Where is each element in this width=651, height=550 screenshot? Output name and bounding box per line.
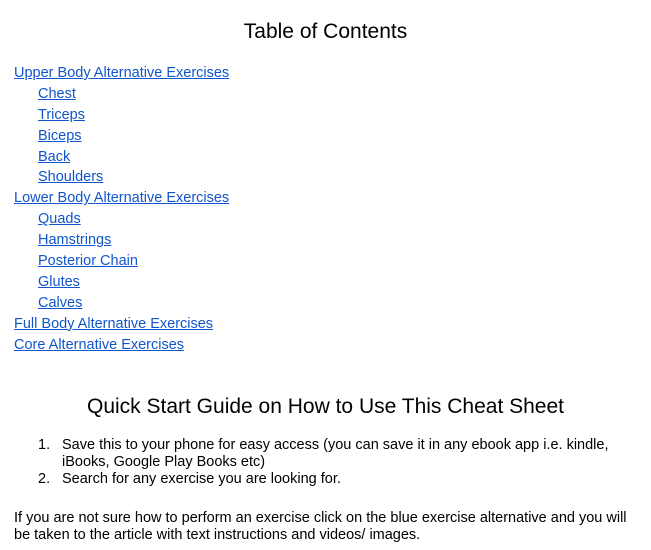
toc-item-full-body [14, 314, 229, 335]
toc-link-upper-body[interactable]: Upper Body Alternative Exercises [14, 65, 230, 81]
toc-item-quads [14, 209, 229, 230]
toc-item-triceps [14, 105, 229, 126]
toc-item-core [14, 335, 229, 356]
guide-step [38, 471, 628, 488]
toc-link-quads[interactable]: Quads [38, 211, 81, 228]
toc-item-hamstrings [14, 230, 229, 251]
toc-list [14, 63, 229, 355]
toc-link-posterior-chain[interactable]: Posterior Chain [38, 253, 138, 270]
guide-note: If you are not sure how to perform an exercise click on the blue exercise alternative and you will be taken to the article with text instructions and videos/ images. [14, 510, 627, 543]
toc-title: Table of Contents [243, 20, 408, 43]
guide-step [38, 437, 628, 471]
toc-item-upper-body [14, 63, 229, 84]
toc-item-back [14, 147, 229, 168]
toc-item-lower-body [14, 188, 229, 209]
toc-link-lower-body[interactable]: Lower Body Alternative Exercises [14, 190, 230, 207]
toc-link-shoulders[interactable]: Shoulders [38, 169, 104, 186]
step-text: Save this to your phone for easy access (you can save it in any ebook app i.e. kindle, iBooks, Google Play Books etc) [62, 437, 609, 470]
toc-link-back[interactable]: Back [38, 148, 71, 165]
toc-link-calves[interactable]: Calves [38, 294, 83, 311]
toc-item-biceps [14, 126, 229, 147]
toc-item-calves [14, 293, 229, 314]
toc-link-chest[interactable]: Chest [38, 85, 76, 102]
toc-item-chest [14, 84, 229, 105]
toc-link-full-body[interactable]: Full Body Alternative Exercises [14, 315, 214, 332]
step-number: 2. [38, 471, 51, 487]
toc-link-glutes[interactable]: Glutes [38, 273, 80, 290]
toc-link-biceps[interactable]: Biceps [38, 127, 82, 144]
step-text: Search for any exercise you are looking for. [62, 471, 341, 487]
toc-link-hamstrings[interactable]: Hamstrings [38, 232, 112, 249]
toc-link-core[interactable]: Core Alternative Exercises [14, 336, 185, 353]
guide-title: Quick Start Guide on How to Use This Cheat Sheet [86, 395, 564, 418]
guide-steps-list [38, 437, 628, 488]
toc-item-glutes [14, 272, 229, 293]
toc-link-triceps[interactable]: Triceps [38, 106, 85, 123]
toc-item-shoulders [14, 167, 229, 188]
step-number: 1. [38, 437, 51, 453]
toc-item-posterior-chain [14, 251, 229, 272]
